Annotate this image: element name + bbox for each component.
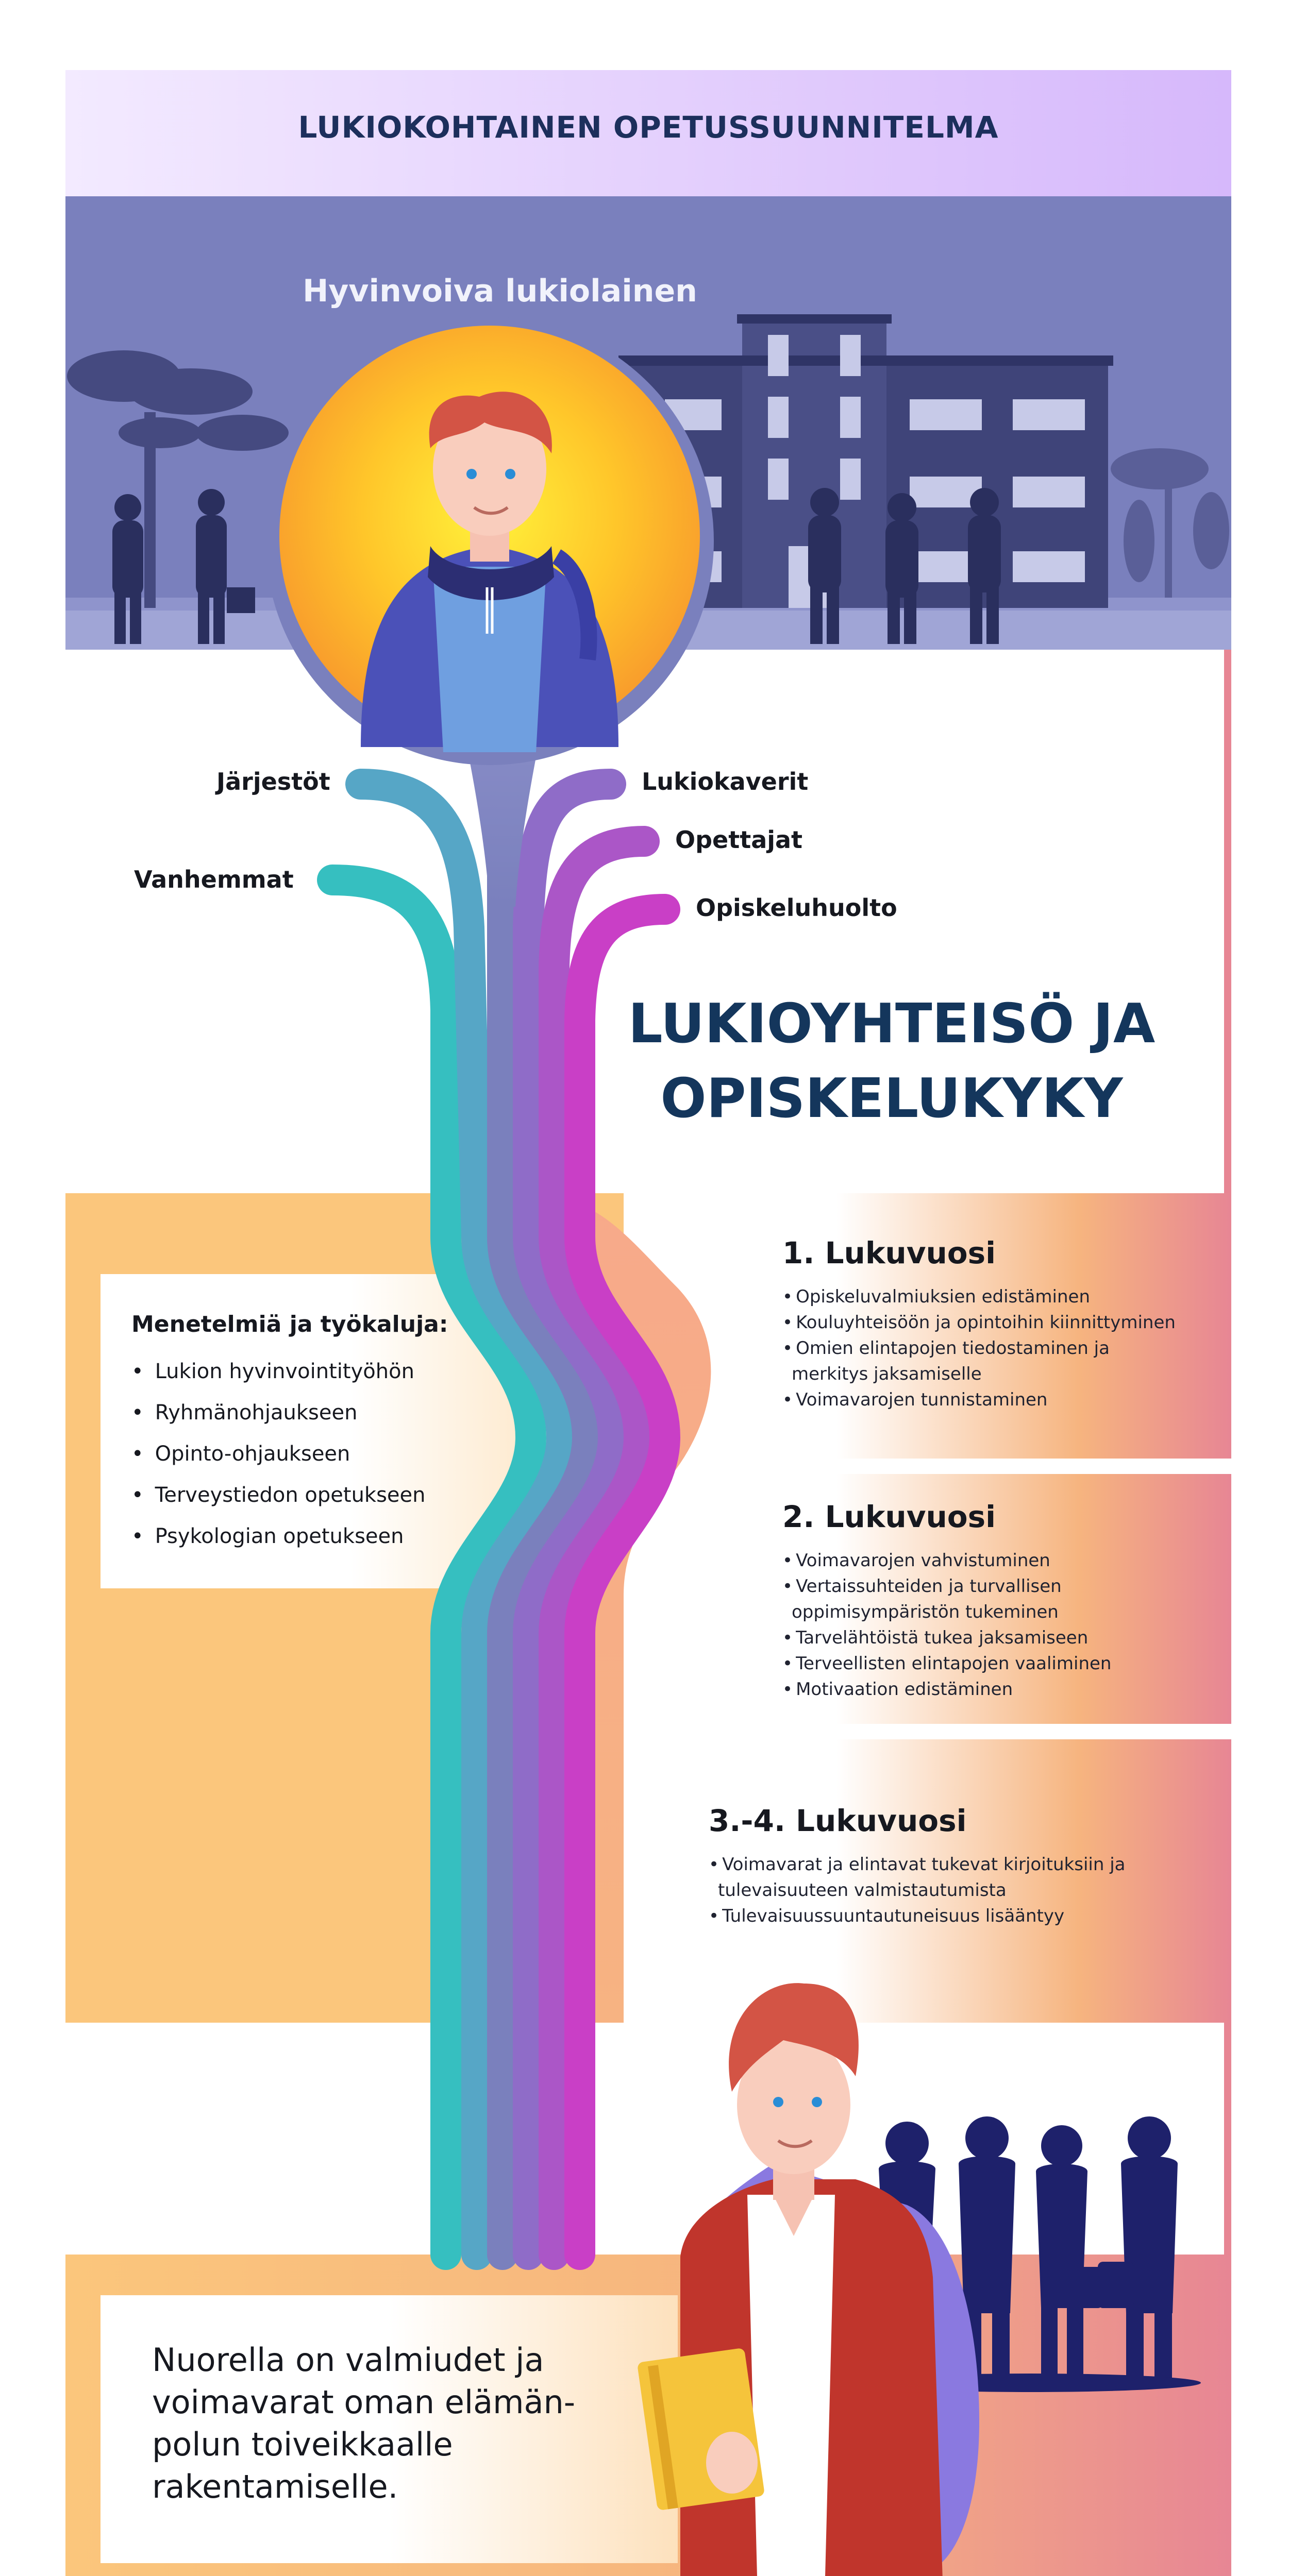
- methods-title: Menetelmiä ja työkaluja:: [131, 1311, 448, 1337]
- year-1-section: [782, 1235, 1289, 1413]
- student-heading: Hyvinvoiva lukiolainen: [303, 273, 697, 309]
- methods-list: [131, 1311, 544, 1557]
- methods-item: • Ryhmänohjaukseen: [131, 1392, 544, 1433]
- label-vanhemmat: Vanhemmat: [134, 866, 294, 893]
- year-1-item: • Opiskeluvalmiuksien edistäminen: [782, 1284, 1289, 1310]
- label-opiskeluhuolto: Opiskeluhuolto: [696, 894, 897, 922]
- year-2-item: • Tarvelähtöistä tukea jaksamiseen: [782, 1625, 1289, 1651]
- year-34-title: 3.-4. Lukuvuosi: [709, 1803, 967, 1838]
- methods-item: • Opinto-ohjaukseen: [131, 1433, 544, 1475]
- year-34-item: • Tulevaisuussuuntautuneisuus lisääntyy: [709, 1903, 1224, 1929]
- main-title: [577, 987, 1206, 1136]
- year-34-section: [709, 1803, 1224, 1929]
- label-opettajat: Opettajat: [675, 826, 803, 854]
- year-1-item: • Voimavarojen tunnistaminen: [782, 1387, 1289, 1413]
- year-1-title: 1. Lukuvuosi: [782, 1235, 996, 1270]
- methods-item: • Lukion hyvinvointityöhön: [131, 1351, 544, 1392]
- year-2-item: • Motivaation edistäminen: [782, 1676, 1289, 1702]
- year-1-item: • Omien elintapojen tiedostaminen ja merkitys jaksamiselle: [782, 1335, 1173, 1387]
- methods-item: • Psykologian opetukseen: [131, 1516, 544, 1557]
- main-title-line-2: OPISKELUKYKY: [660, 1067, 1123, 1130]
- year-34-item: • Voimavarat ja elintavat tukevat kirjoituksiin ja tulevaisuuteen valmistautumista: [709, 1852, 1161, 1903]
- methods-item: • Terveystiedon opetukseen: [131, 1475, 544, 1516]
- main-title-line-1: LUKIOYHTEISÖ JA: [628, 992, 1156, 1055]
- year-2-section: [782, 1499, 1289, 1702]
- year-2-item: • Vertaissuhteiden ja turvallisen oppimisympäristön tukeminen: [782, 1573, 1121, 1625]
- year-2-title: 2. Lukuvuosi: [782, 1499, 996, 1534]
- label-jarjestot: Järjestöt: [216, 768, 330, 795]
- year-1-item: • Kouluyhteisöön ja opintoihin kiinnittyminen: [782, 1310, 1289, 1335]
- year-2-item: • Voimavarojen vahvistuminen: [782, 1548, 1289, 1573]
- final-statement: Nuorella on valmiudet ja voimavarat oman elämän-polun toiveikkaalle rakentamiselle.: [152, 2341, 576, 2505]
- year-2-item: • Terveellisten elintapojen vaaliminen: [782, 1651, 1289, 1676]
- label-lukiokaverit: Lukiokaverit: [642, 768, 809, 795]
- page-title: LUKIOKOHTAINEN OPETUSSUUNNITELMA: [298, 110, 999, 145]
